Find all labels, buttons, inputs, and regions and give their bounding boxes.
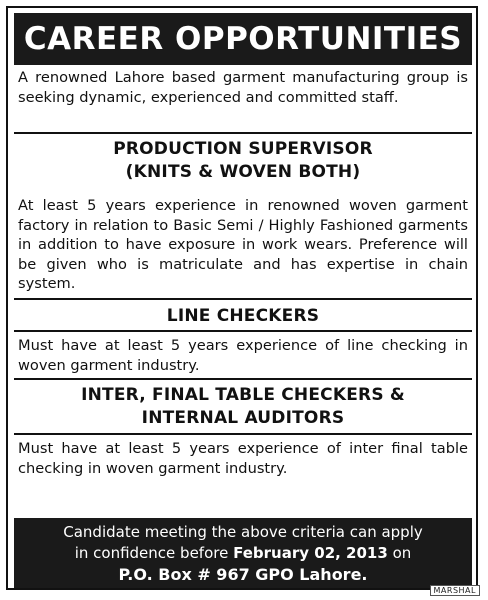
application-instructions	[14, 518, 472, 588]
footer-line-2-prefix: in confidence before	[74, 544, 229, 562]
section-subheading-internal-auditors: INTERNAL AUDITORS	[141, 408, 345, 428]
line-checkers-description: Must have at least 5 years experience of line checking in woven garment industry.	[18, 337, 468, 374]
job-ad-frame	[6, 6, 478, 590]
section-heading-table-checkers: INTER, FINAL TABLE CHECKERS &	[81, 385, 405, 405]
agency-stamp: MARSHAL	[430, 585, 480, 596]
section-divider	[14, 298, 472, 300]
section-divider	[14, 132, 472, 134]
section-divider	[14, 330, 472, 332]
production-supervisor-description: At least 5 years experience in renowned woven garment factory in relation to Basic Semi / Highly Fashioned garments in addition to have exposure in work wears. Preference will be given who is matriculate and has expertise in chain system.	[18, 197, 468, 292]
section-heading-line-checkers: LINE CHECKERS	[166, 306, 320, 326]
section-subheading-knits-woven: (KNITS & WOVEN BOTH)	[125, 162, 361, 182]
application-deadline: February 02, 2013	[233, 544, 388, 562]
section-divider	[14, 433, 472, 435]
footer-line-1: Candidate meeting the above criteria can apply	[63, 523, 423, 541]
postal-address: P.O. Box # 967 GPO Lahore.	[118, 565, 368, 584]
section-divider	[14, 378, 472, 380]
intro-text: A renowned Lahore based garment manufacturing group is seeking dynamic, experienced and committed staff.	[18, 69, 468, 106]
footer-line-2-suffix: on	[392, 544, 412, 562]
footer-line-2	[14, 543, 472, 564]
section-heading-production-supervisor: PRODUCTION SUPERVISOR	[113, 139, 373, 159]
table-checkers-description: Must have at least 5 years experience of inter final table checking in woven garment industry.	[18, 440, 468, 477]
ad-title: CAREER OPPORTUNITIES	[14, 13, 472, 65]
